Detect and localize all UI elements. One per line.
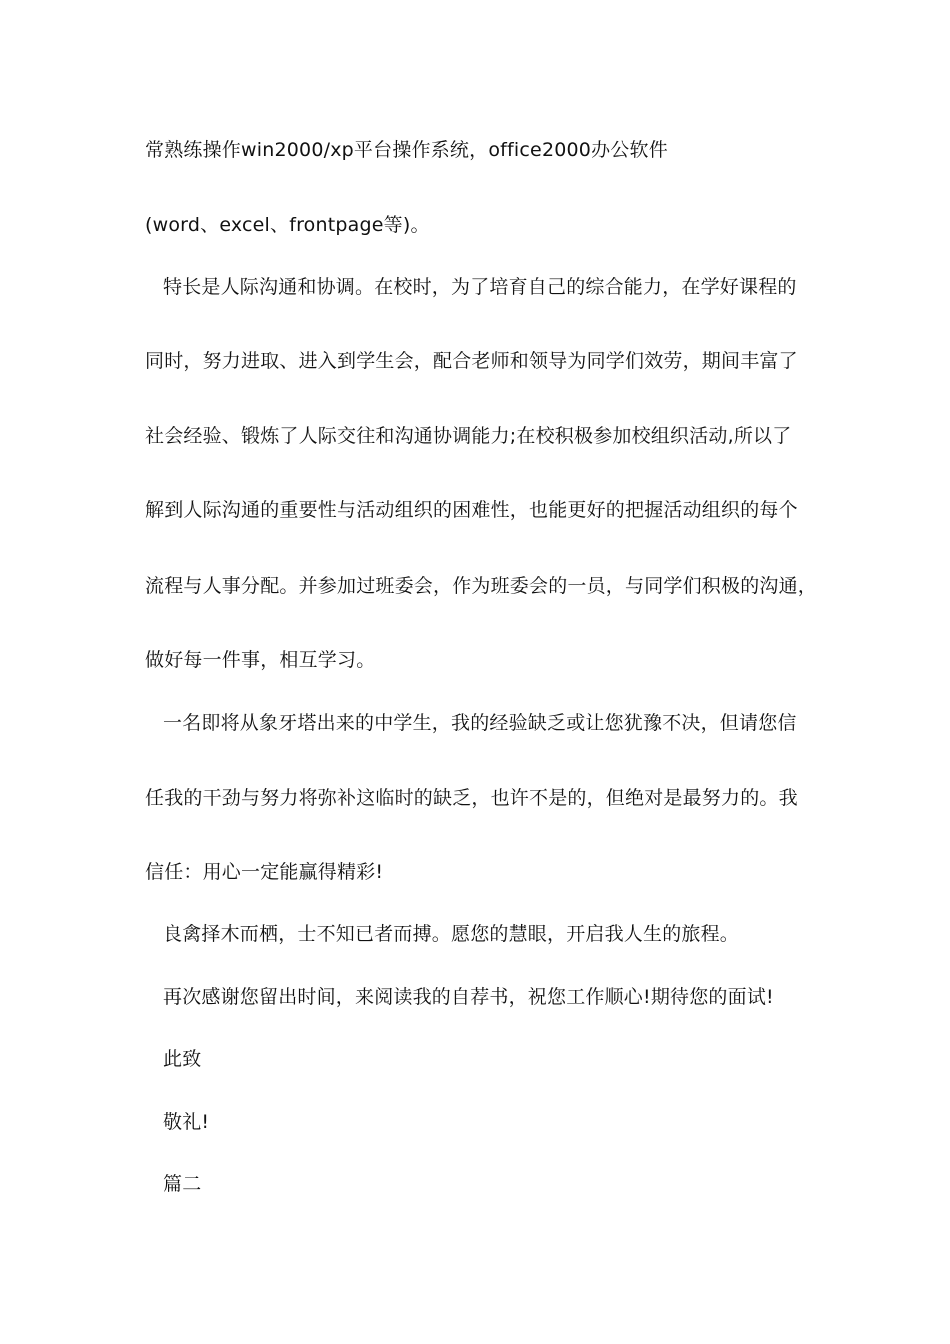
paragraph-line: 解到人际沟通的重要性与活动组织的困难性，也能更好的把握活动组织的每个 [145,499,798,521]
paragraph-line: 常熟练操作win2000/xp平台操作系统，office2000办公软件 [145,139,668,161]
paragraph-line: 流程与人事分配。并参加过班委会，作为班委会的一员，与同学们积极的沟通， [145,575,818,597]
paragraph-line: 一名即将从象牙塔出来的中学生，我的经验缺乏或让您犹豫不决，但请您信 [163,712,797,734]
paragraph-line: 特长是人际沟通和协调。在校时，为了培育自己的综合能力，在学好课程的 [163,276,797,298]
section-heading: 篇二 [163,1173,202,1195]
paragraph-line: 社会经验、锻炼了人际交往和沟通协调能力;在校积极参加校组织活动,所以了 [145,425,792,447]
paragraph-line: 做好每一件事，相互学习。 [145,649,376,671]
paragraph-line: 同时，努力进取、进入到学生会，配合老师和领导为同学们效劳，期间丰富了 [145,350,798,372]
paragraph-line: (word、excel、frontpage等)。 [145,214,430,236]
paragraph-line: 良禽择木而栖，士不知已者而搏。愿您的慧眼，开启我人生的旅程。 [163,923,740,945]
paragraph-line: 信任：用心一定能赢得精彩! [145,861,384,883]
paragraph-line: 任我的干劲与努力将弥补这临时的缺乏，也许不是的，但绝对是最努力的。我 [145,787,798,809]
paragraph-line: 再次感谢您留出时间，来阅读我的自荐书，祝您工作顺心!期待您的面试! [163,986,774,1008]
closing-regards: 敬礼! [163,1111,210,1133]
closing-salutation: 此致 [163,1048,202,1070]
